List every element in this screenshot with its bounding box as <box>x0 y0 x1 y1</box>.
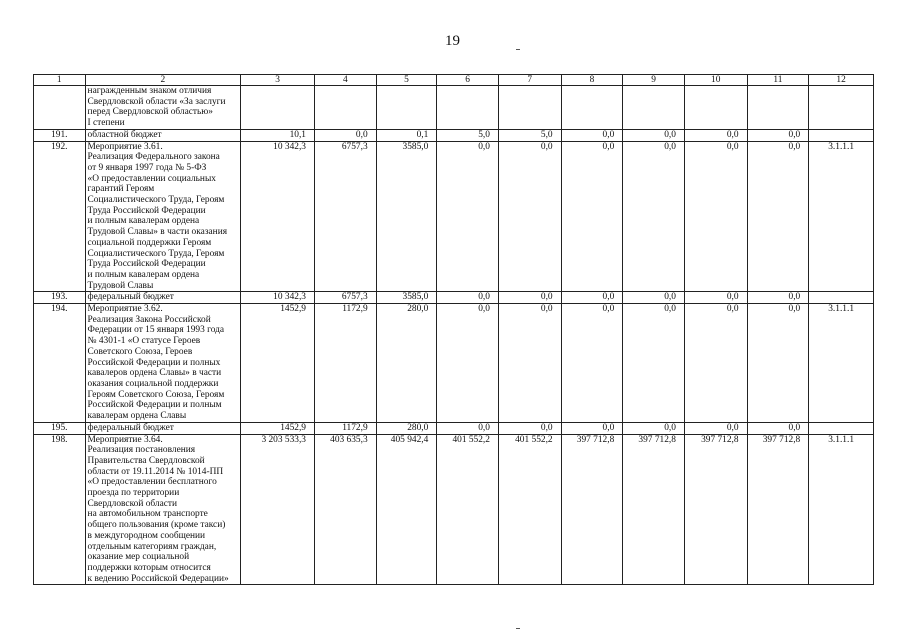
table-row <box>34 304 874 423</box>
column-number: 8 <box>561 75 623 86</box>
funding-value: 0,0 <box>623 304 685 423</box>
funding-value: 0,0 <box>498 304 561 423</box>
funding-value: 401 552,2 <box>437 434 499 585</box>
funding-value: 1452,9 <box>241 422 315 434</box>
funding-value: 280,0 <box>376 304 437 423</box>
funding-value: 397 712,8 <box>747 434 809 585</box>
funding-value: 10 342,3 <box>241 141 315 292</box>
row-description: федеральный бюджет <box>85 422 241 434</box>
funding-value: 0,1 <box>376 129 437 141</box>
row-number: 198. <box>34 434 86 585</box>
target-code <box>809 292 874 304</box>
funding-value: 3585,0 <box>376 141 437 292</box>
funding-value <box>498 86 561 130</box>
funding-value: 0,0 <box>747 141 809 292</box>
funding-value <box>561 86 623 130</box>
funding-value: 10,1 <box>241 129 315 141</box>
funding-value: 397 712,8 <box>623 434 685 585</box>
target-code: 3.1.1.1 <box>809 304 874 423</box>
row-number: 193. <box>34 292 86 304</box>
scan-speck <box>516 628 520 629</box>
table-row <box>34 292 874 304</box>
funding-value: 405 942,4 <box>376 434 437 585</box>
funding-value: 0,0 <box>623 292 685 304</box>
column-number: 1 <box>34 75 86 86</box>
column-number: 4 <box>314 75 376 86</box>
target-code <box>809 86 874 130</box>
funding-value: 6757,3 <box>314 141 376 292</box>
target-code: 3.1.1.1 <box>809 141 874 292</box>
funding-value: 1172,9 <box>314 422 376 434</box>
funding-value: 0,0 <box>623 422 685 434</box>
funding-value: 1452,9 <box>241 304 315 423</box>
column-number-row <box>34 75 874 86</box>
funding-value: 401 552,2 <box>498 434 561 585</box>
column-number: 7 <box>498 75 561 86</box>
funding-value <box>623 86 685 130</box>
column-number: 9 <box>623 75 685 86</box>
funding-value <box>241 86 315 130</box>
funding-value: 0,0 <box>561 129 623 141</box>
funding-value <box>747 86 809 130</box>
funding-value: 10 342,3 <box>241 292 315 304</box>
row-number: 191. <box>34 129 86 141</box>
page-number: 19 <box>445 33 460 49</box>
column-number: 6 <box>437 75 499 86</box>
funding-value: 0,0 <box>684 141 747 292</box>
funding-value: 0,0 <box>747 129 809 141</box>
funding-value: 403 635,3 <box>314 434 376 585</box>
funding-value: 0,0 <box>437 292 499 304</box>
funding-value: 5,0 <box>498 129 561 141</box>
column-number: 10 <box>684 75 747 86</box>
funding-value <box>376 86 437 130</box>
funding-value: 0,0 <box>561 422 623 434</box>
table-row <box>34 422 874 434</box>
row-description: награжденным знаком отличия Свердловской области «За заслуги перед Свердловской областью» I степени <box>85 86 241 130</box>
funding-value: 0,0 <box>498 141 561 292</box>
table-row <box>34 86 874 130</box>
funding-value: 280,0 <box>376 422 437 434</box>
funding-value <box>684 86 747 130</box>
funding-value: 0,0 <box>314 129 376 141</box>
row-description: Мероприятие 3.62. Реализация Закона Российской Федерации от 15 января 1993 года № 4301-1 «О статусе Героев Советского Союза, Героев Российской Федерации и полных кавалеров ордена Славы» в части оказания социальной поддержки Героям Советского Союза, Героям Российской Федерации и полным кавалерам ордена Славы <box>85 304 241 423</box>
funding-value: 397 712,8 <box>684 434 747 585</box>
funding-value: 0,0 <box>747 304 809 423</box>
column-number: 11 <box>747 75 809 86</box>
funding-value: 0,0 <box>561 141 623 292</box>
row-description: Мероприятие 3.61. Реализация Федерального закона от 9 января 1997 года № 5-ФЗ «О предоставлении социальных гарантий Героям Социалистического Труда, Героям Труда Российской Федерации и полным кавалерам ордена Трудовой Славы» в части оказания социальной поддержки Героям Социалистического Труда, Героям Труда Российской Федерации и полным кавалерам ордена Трудовой Славы <box>85 141 241 292</box>
funding-value: 3585,0 <box>376 292 437 304</box>
funding-value: 0,0 <box>747 292 809 304</box>
row-description: федеральный бюджет <box>85 292 241 304</box>
funding-value: 0,0 <box>498 292 561 304</box>
funding-value: 0,0 <box>437 422 499 434</box>
column-number: 3 <box>241 75 315 86</box>
target-code: 3.1.1.1 <box>809 434 874 585</box>
funding-value: 0,0 <box>684 129 747 141</box>
scan-speck <box>516 49 520 50</box>
row-description: областной бюджет <box>85 129 241 141</box>
target-code <box>809 422 874 434</box>
funding-value <box>437 86 499 130</box>
funding-value: 0,0 <box>561 292 623 304</box>
funding-value: 1172,9 <box>314 304 376 423</box>
funding-value: 397 712,8 <box>561 434 623 585</box>
funding-value: 0,0 <box>498 422 561 434</box>
row-number: 195. <box>34 422 86 434</box>
funding-value: 0,0 <box>747 422 809 434</box>
row-description: Мероприятие 3.64. Реализация постановления Правительства Свердловской области от 19.11.2014 № 1014-ПП «О предоставлении бесплатного проезда по территории Свердловской области на автомобильном транспорте общего пользования (кроме такси) в междугородном сообщении отдельным категориям граждан, оказание мер социальной поддержки которым относится к ведению Российской Федерации» <box>85 434 241 585</box>
funding-value: 0,0 <box>437 141 499 292</box>
funding-value: 0,0 <box>684 292 747 304</box>
funding-value: 0,0 <box>623 141 685 292</box>
funding-value: 0,0 <box>684 422 747 434</box>
row-number: 192. <box>34 141 86 292</box>
table-row <box>34 141 874 292</box>
funding-value: 0,0 <box>437 304 499 423</box>
funding-value: 5,0 <box>437 129 499 141</box>
funding-value: 3 203 533,3 <box>241 434 315 585</box>
column-number: 12 <box>809 75 874 86</box>
funding-value: 0,0 <box>684 304 747 423</box>
budget-table <box>33 74 874 585</box>
column-number: 2 <box>85 75 241 86</box>
funding-value <box>314 86 376 130</box>
funding-value: 0,0 <box>561 304 623 423</box>
row-number <box>34 86 86 130</box>
row-number: 194. <box>34 304 86 423</box>
funding-value: 6757,3 <box>314 292 376 304</box>
column-number: 5 <box>376 75 437 86</box>
funding-value: 0,0 <box>623 129 685 141</box>
target-code <box>809 129 874 141</box>
table-row <box>34 434 874 585</box>
table-row <box>34 129 874 141</box>
